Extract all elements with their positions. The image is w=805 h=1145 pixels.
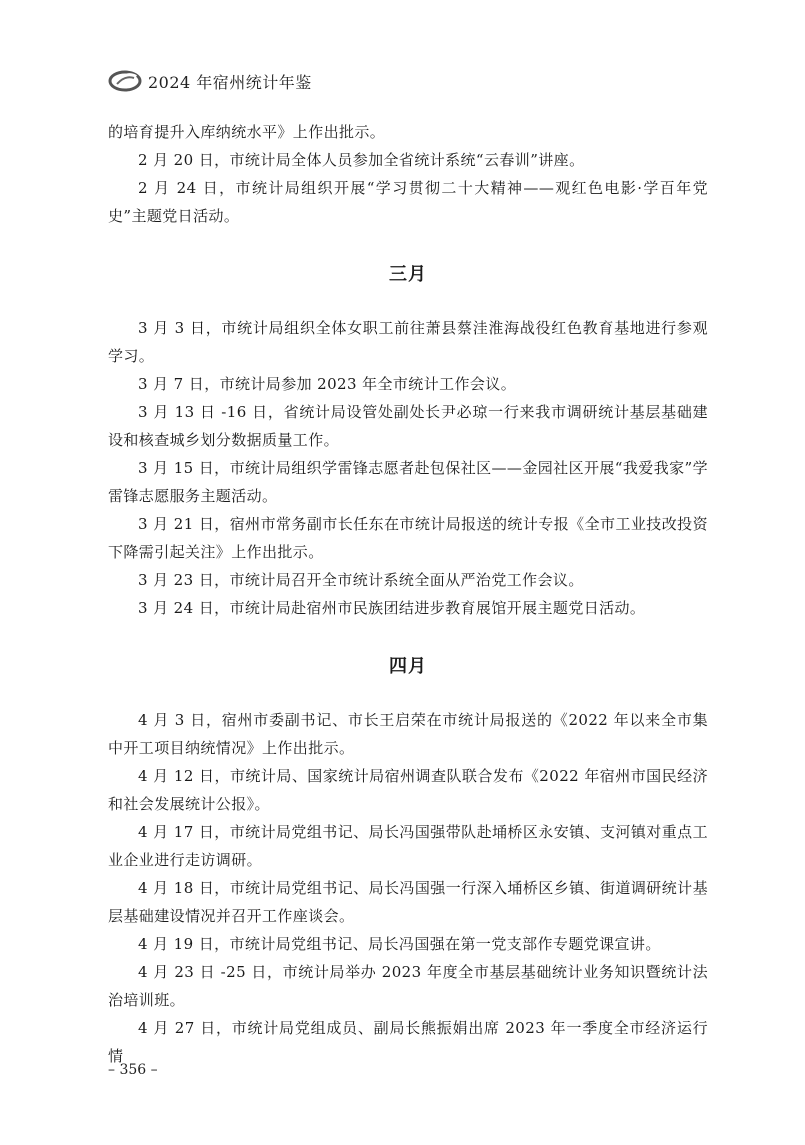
paragraph: 3 月 3 日，市统计局组织全体女职工前往萧县蔡洼淮海战役红色教育基地进行参观学习。 (108, 319, 708, 365)
paragraph: 4 月 3 日，宿州市委副书记、市长王启荣在市统计局报送的《2022 年以来全市集中开工项目纳统情况》上作出批示。 (108, 711, 708, 757)
paragraph: 3 月 13 日 -16 日，省统计局设管处副处长尹必琼一行来我市调研统计基层基础建设和核查城乡划分数据质量工作。 (108, 403, 708, 449)
paragraph: 3 月 15 日，市统计局组织学雷锋志愿者赴包保社区——金园社区开展“我爱我家”学雷锋志愿服务主题活动。 (108, 459, 708, 505)
yearbook-logo-icon (108, 69, 142, 93)
paragraph: 2 月 20 日，市统计局全体人员参加全省统计系统“云春训”讲座。 (138, 151, 585, 169)
paragraph: 4 月 27 日，市统计局党组成员、副局长熊振娟出席 2023 年一季度全市经济运行情 (108, 1019, 708, 1065)
paragraph: 3 月 24 日，市统计局赴宿州市民族团结进步教育展馆开展主题党日活动。 (138, 599, 646, 617)
header-title: 2024 年宿州统计年鉴 (148, 72, 312, 92)
section-title-march: 三月 (389, 264, 427, 285)
page-header (108, 66, 312, 96)
paragraph-continuation: 的培育提升入库纳统水平》上作出批示。 (108, 123, 386, 141)
paragraph: 4 月 17 日，市统计局党组书记、局长冯国强带队赴埇桥区永安镇、支河镇对重点工业企业进行走访调研。 (108, 823, 708, 869)
paragraph: 2 月 24 日，市统计局组织开展“学习贯彻二十大精神——观红色电影·学百年党史”主题党日活动。 (108, 179, 708, 225)
page-number: – 356 – (108, 1062, 158, 1078)
paragraph: 4 月 23 日 -25 日，市统计局举办 2023 年度全市基层基础统计业务知识暨统计法治培训班。 (108, 963, 708, 1009)
paragraph: 4 月 12 日，市统计局、国家统计局宿州调查队联合发布《2022 年宿州市国民经济和社会发展统计公报》。 (108, 767, 708, 813)
paragraph: 3 月 7 日，市统计局参加 2023 年全市统计工作会议。 (138, 375, 517, 393)
paragraph: 3 月 23 日，市统计局召开全市统计系统全面从严治党工作会议。 (138, 571, 584, 589)
paragraph: 4 月 18 日，市统计局党组书记、局长冯国强一行深入埇桥区乡镇、街道调研统计基层基础建设情况并召开工作座谈会。 (108, 879, 708, 925)
section-title-april: 四月 (389, 656, 427, 677)
paragraph: 4 月 19 日，市统计局党组书记、局长冯国强在第一党支部作专题党课宣讲。 (138, 935, 661, 953)
paragraph: 3 月 21 日，宿州市常务副市长任东在市统计局报送的统计专报《全市工业技改投资下降需引起关注》上作出批示。 (108, 515, 708, 561)
page-content (108, 118, 708, 1070)
